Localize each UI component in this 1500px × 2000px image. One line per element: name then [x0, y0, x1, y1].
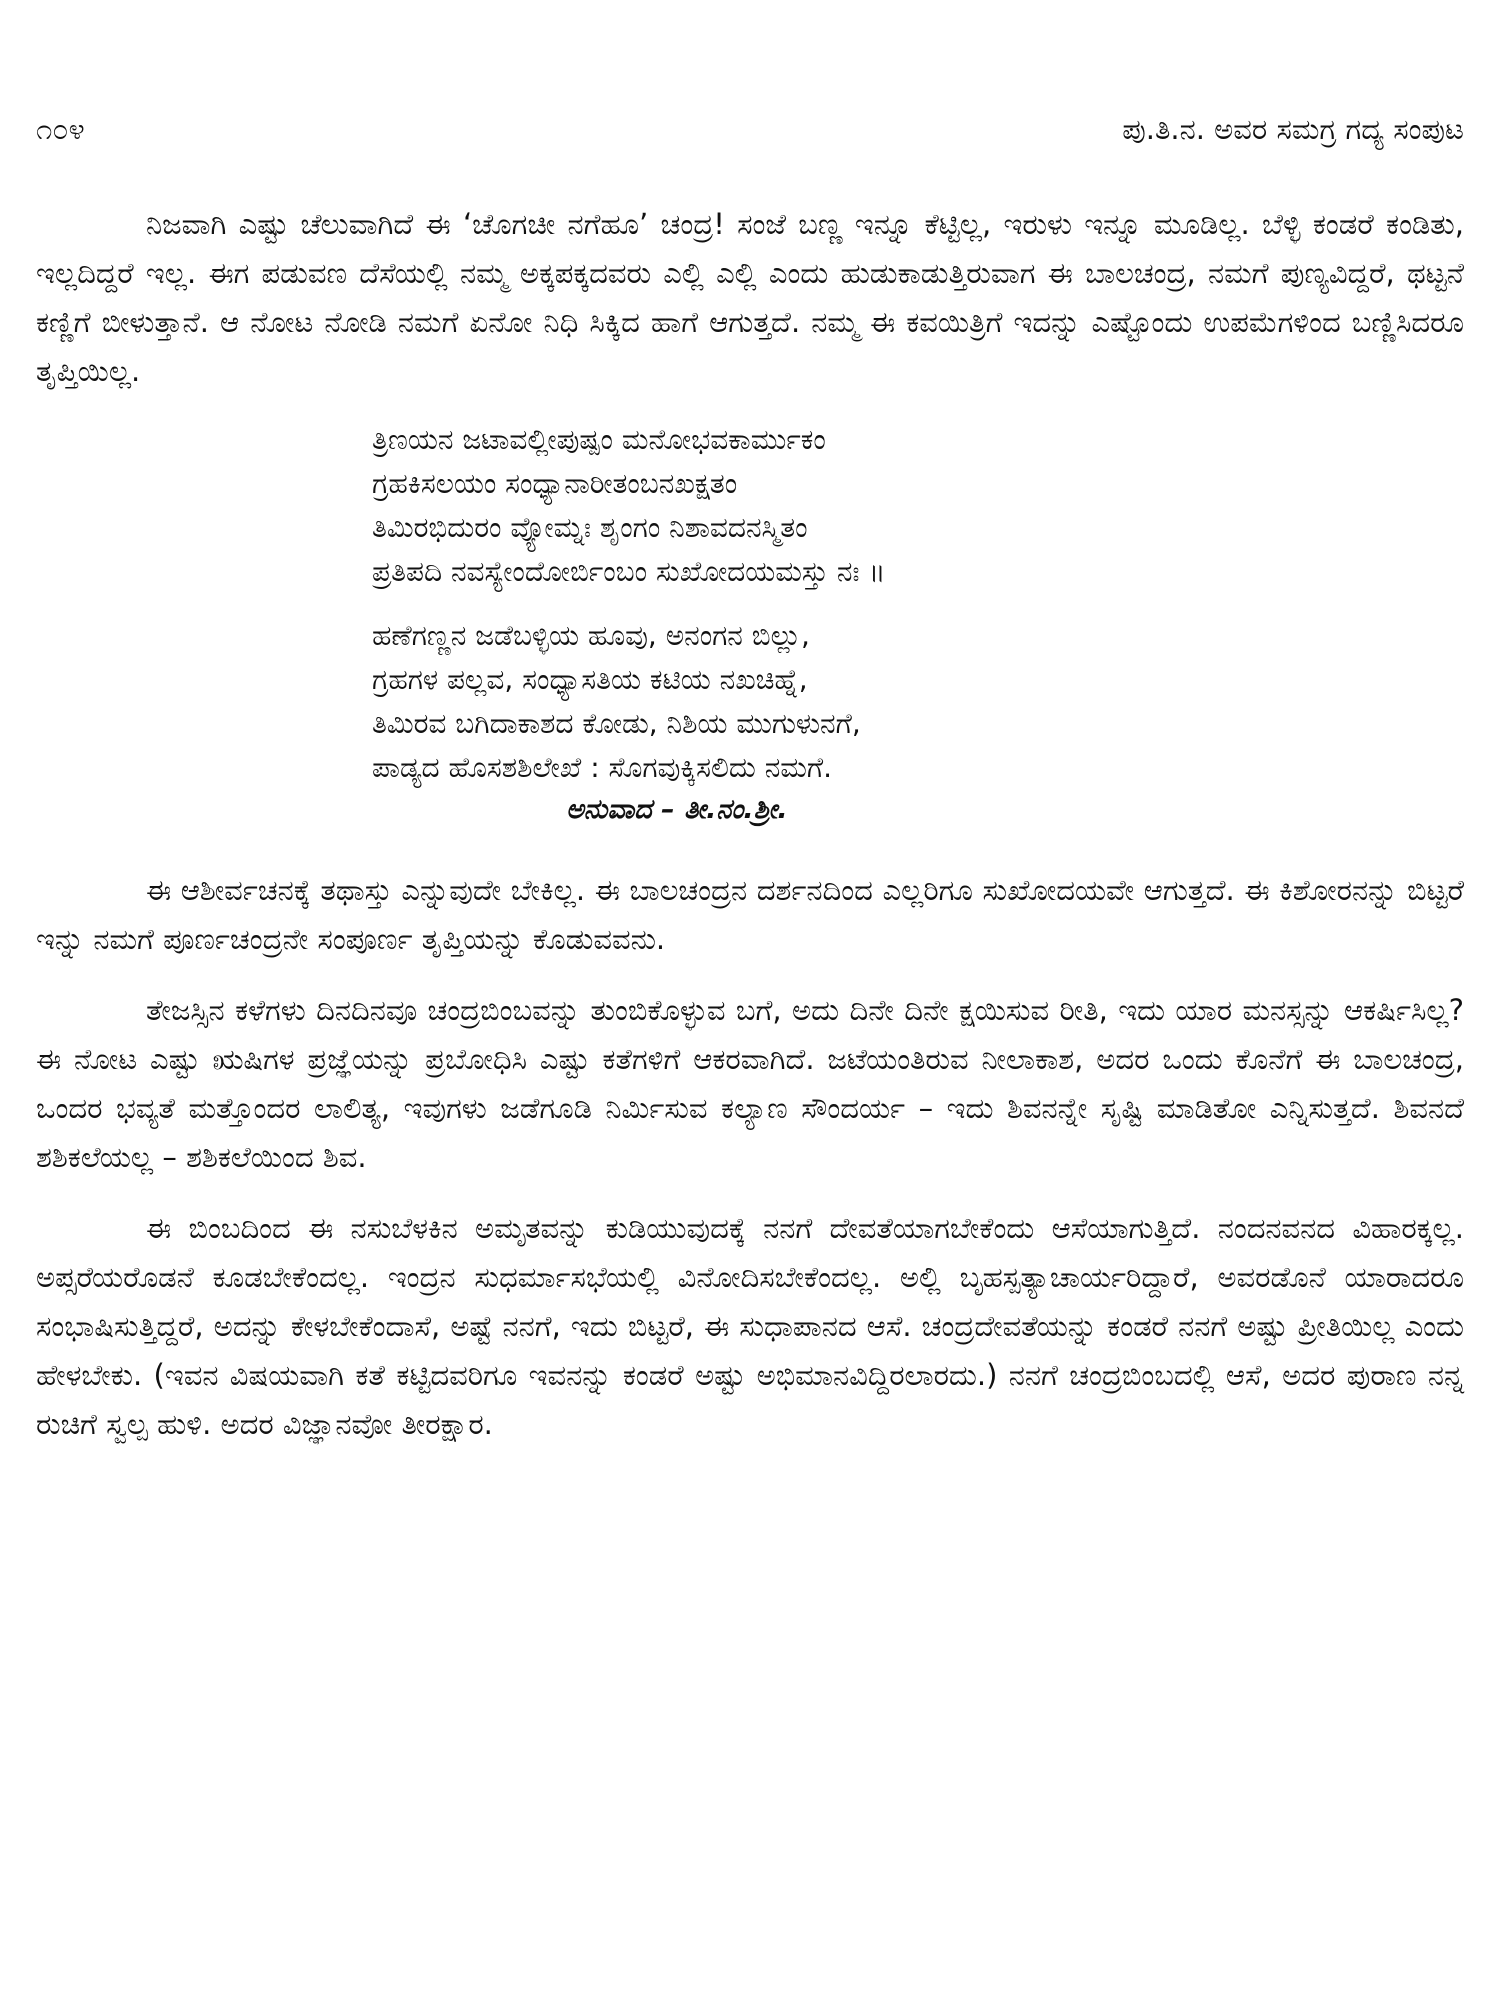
verse-line: ಗ್ರಹಕಿಸಲಯಂ ಸಂಧ್ಯಾನಾರೀತಂಬನಖಕ್ಷತಂ	[372, 467, 738, 500]
page-body	[36, 200, 1464, 1471]
paragraph: ನಿಜವಾಗಿ ಎಷ್ಟು ಚೆಲುವಾಗಿದೆ ಈ ‘ಚೊಗಚೀ ನಗೆಹೂ’ ಚಂದ್ರ! ಸಂಜೆ ಬಣ್ಣ ಇನ್ನೂ ಕೆಟ್ಟಿಲ್ಲ, ಇರುಳು ಇನ್ನೂ ಮೂಡಿಲ್ಲ. ಬೆಳ್ಳಿ ಕಂಡರೆ ಕಂಡಿತು, ಇಲ್ಲದಿದ್ದರೆ ಇಲ್ಲ. ಈಗ ಪಡುವಣ ದೆಸೆಯಲ್ಲಿ ನಮ್ಮ ಅಕ್ಕಪಕ್ಕದವರು ಎಲ್ಲಿ ಎಲ್ಲಿ ಎಂದು ಹುಡುಕಾಡುತ್ತಿರುವಾಗ ಈ ಬಾಲಚಂದ್ರ, ನಮಗೆ ಪುಣ್ಯವಿದ್ದರೆ, ಥಟ್ಟನೆ ಕಣ್ಣಿಗೆ ಬೀಳುತ್ತಾನೆ. ಆ ನೋಟ ನೋಡಿ ನಮಗೆ ಏನೋ ನಿಧಿ ಸಿಕ್ಕಿದ ಹಾಗೆ ಆಗುತ್ತದೆ. ನಮ್ಮ ಈ ಕವಯಿತ್ರಿಗೆ ಇದನ್ನು ಎಷ್ಟೊಂದು ಉಪಮೆಗಳಿಂದ ಬಣ್ಣಿಸಿದರೂ ತೃಪ್ತಿಯಿಲ್ಲ.	[36, 207, 1464, 388]
page-number: ೧೦೪	[36, 112, 85, 146]
verse-line: ಪ್ರತಿಪದಿ ನವಸ್ಯೇಂದೋರ್ಬಿಂಬಂ ಸುಖೋದಯಮಸ್ತು ನಃ ॥	[372, 555, 886, 588]
translation-line: ಗ್ರಹಗಳ ಪಲ್ಲವ, ಸಂಧ್ಯಾಸತಿಯ ಕಟಿಯ ನಖಚಿಹ್ನೆ,	[372, 663, 808, 696]
page-header	[36, 112, 1464, 147]
paragraph: ಈ ಆಶೀರ್ವಚನಕ್ಕೆ ತಥಾಸ್ತು ಎನ್ನುವುದೇ ಬೇಕಿಲ್ಲ. ಈ ಬಾಲಚಂದ್ರನ ದರ್ಶನದಿಂದ ಎಲ್ಲರಿಗೂ ಸುಖೋದಯವೇ ಆಗುತ್ತದೆ. ಈ ಕಿಶೋರನನ್ನು ಬಿಟ್ಟರೆ ಇನ್ನು ನಮಗೆ ಪೂರ್ಣಚಂದ್ರನೇ ಸಂಪೂರ್ಣ ತೃಪ್ತಿಯನ್ನು ಕೊಡುವವನು.	[36, 873, 1464, 956]
paragraph: ತೇಜಸ್ಸಿನ ಕಳೆಗಳು ದಿನದಿನವೂ ಚಂದ್ರಬಿಂಬವನ್ನು ತುಂಬಿಕೊಳ್ಳುವ ಬಗೆ, ಅದು ದಿನೇ ದಿನೇ ಕ್ಷಯಿಸುವ ರೀತಿ, ಇದು ಯಾರ ಮನಸ್ಸನ್ನು ಆಕರ್ಷಿಸಿಲ್ಲ? ಈ ನೋಟ ಎಷ್ಟು ಋಷಿಗಳ ಪ್ರಜ್ಞೆಯನ್ನು ಪ್ರಬೋಧಿಸಿ ಎಷ್ಟು ಕತೆಗಳಿಗೆ ಆಕರವಾಗಿದೆ. ಜಟೆಯಂತಿರುವ ನೀಲಾಕಾಶ, ಅದರ ಒಂದು ಕೊನೆಗೆ ಈ ಬಾಲಚಂದ್ರ, ಒಂದರ ಭವ್ಯತೆ ಮತ್ತೊಂದರ ಲಾಲಿತ್ಯ, ಇವುಗಳು ಜಡೆಗೂಡಿ ನಿರ್ಮಿಸುವ ಕಲ್ಯಾಣ ಸೌಂದರ್ಯ – ಇದು ಶಿವನನ್ನೇ ಸೃಷ್ಟಿ ಮಾಡಿತೋ ಎನ್ನಿಸುತ್ತದೆ. ಶಿವನದೆ ಶಶಿಕಲೆಯಲ್ಲ – ಶಶಿಕಲೆಯಿಂದ ಶಿವ.	[36, 993, 1464, 1174]
verse-line: ತಿಮಿರಭಿದುರಂ ವ್ಯೋಮ್ನಃ ಶೃಂಗಂ ನಿಶಾವದನಸ್ಮಿತಂ	[372, 511, 808, 544]
kannada-translation	[372, 614, 1464, 790]
verse-line: ತ್ರಿಣಯನ ಜಟಾವಲ್ಲೀಪುಷ್ಪಂ ಮನೋಭವಕಾರ್ಮುಕಂ	[372, 423, 826, 456]
translation-line: ತಿಮಿರವ ಬಗಿದಾಕಾಶದ ಕೋಡು, ನಿಶಿಯ ಮುಗುಳುನಗೆ,	[372, 707, 861, 740]
verse-block	[372, 418, 1464, 790]
translation-attribution: ಅನುವಾದ – ತೀ.ನಂ.ಶ್ರೀ.	[566, 794, 788, 825]
paragraph: ಈ ಬಿಂಬದಿಂದ ಈ ನಸುಬೆಳಕಿನ ಅಮೃತವನ್ನು ಕುಡಿಯುವುದಕ್ಕೆ ನನಗೆ ದೇವತೆಯಾಗಬೇಕೆಂದು ಆಸೆಯಾಗುತ್ತಿದೆ. ನಂದನವನದ ವಿಹಾರಕ್ಕಲ್ಲ. ಅಪ್ಸರೆಯರೊಡನೆ ಕೂಡಬೇಕೆಂದಲ್ಲ. ಇಂದ್ರನ ಸುಧರ್ಮಾಸಭೆಯಲ್ಲಿ ವಿನೋದಿಸಬೇಕೆಂದಲ್ಲ. ಅಲ್ಲಿ ಬೃಹಸ್ಪತ್ಯಾಚಾರ್ಯರಿದ್ದಾರೆ, ಅವರಡೊನೆ ಯಾರಾದರೂ ಸಂಭಾಷಿಸುತ್ತಿದ್ದರೆ, ಅದನ್ನು ಕೇಳಬೇಕೆಂದಾಸೆ, ಅಷ್ಟೆ ನನಗೆ, ಇದು ಬಿಟ್ಟರೆ, ಈ ಸುಧಾಪಾನದ ಆಸೆ. ಚಂದ್ರದೇವತೆಯನ್ನು ಕಂಡರೆ ನನಗೆ ಅಷ್ಟು ಪ್ರೀತಿಯಿಲ್ಲ ಎಂದು ಹೇಳಬೇಕು. (ಇವನ ವಿಷಯವಾಗಿ ಕತೆ ಕಟ್ಟಿದವರಿಗೂ ಇವನನ್ನು ಕಂಡರೆ ಅಷ್ಟು ಅಭಿಮಾನವಿದ್ದಿರಲಾರದು.) ನನಗೆ ಚಂದ್ರಬಿಂಬದಲ್ಲಿ ಆಸೆ, ಅದರ ಪುರಾಣ ನನ್ನ ರುಚಿಗೆ ಸ್ವಲ್ಪ ಹುಳಿ. ಅದರ ವಿಜ್ಞಾನವೋ ತೀರಕ್ಷಾರ.	[36, 1211, 1464, 1441]
running-title: ಪು.ತಿ.ನ. ಅವರ ಸಮಗ್ರ ಗದ್ಯ ಸಂಪುಟ	[1122, 112, 1464, 146]
translation-line: ಪಾಡ್ಯದ ಹೊಸಶಶಿಲೇಖೆ : ಸೊಗವುಕ್ಕಿಸಲಿದು ನಮಗೆ.	[372, 751, 833, 784]
sanskrit-verse	[372, 418, 1464, 594]
translation-line: ಹಣೆಗಣ್ಣನ ಜಡೆಬಳ್ಳಿಯ ಹೂವು, ಅನಂಗನ ಬಿಲ್ಲು,	[372, 619, 810, 652]
